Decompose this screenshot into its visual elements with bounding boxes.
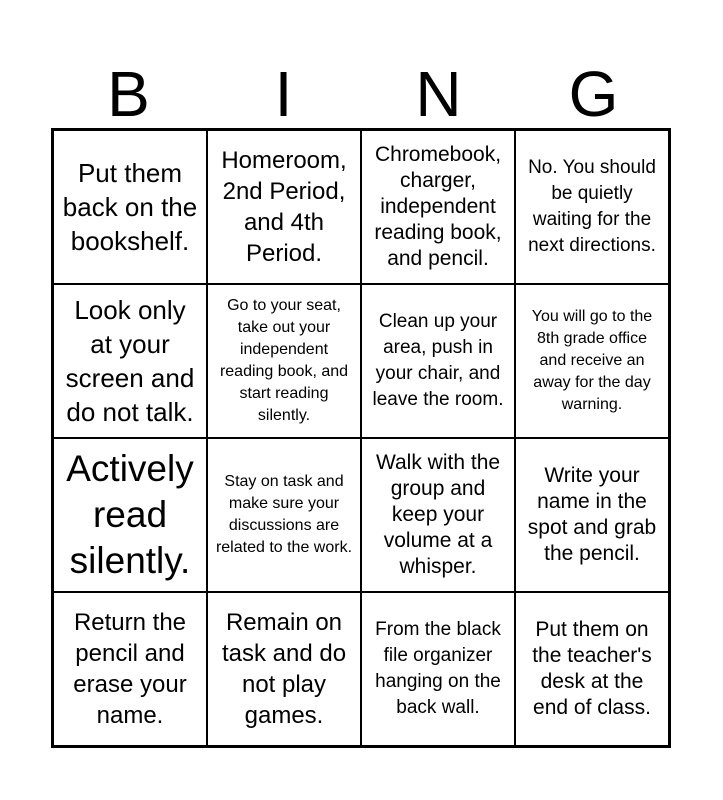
bingo-square-r2-c3[interactable] (361, 284, 515, 438)
square-text: You will go to the 8th grade office and receive an away for the day warning. (531, 308, 653, 413)
bingo-square-r2-c4[interactable] (515, 284, 669, 438)
bingo-square-r1-c2[interactable] (207, 130, 361, 284)
bingo-square-r2-c2[interactable] (207, 284, 361, 438)
square-text: Look only at your screen and do not talk. (65, 295, 195, 427)
square-text: Put them on the teacher's desk at the end of class. (532, 618, 652, 719)
bingo-square-r2-c1[interactable] (53, 284, 207, 438)
bingo-header (51, 52, 671, 128)
square-text: Homeroom, 2nd Period, and 4th Period. (221, 147, 347, 267)
square-text: Go to your seat, take out your independent reading book, and start reading silently. (219, 297, 349, 424)
bingo-square-r4-c2[interactable] (207, 592, 361, 746)
bingo-square-r1-c1[interactable] (53, 130, 207, 284)
square-text: From the black file organizer hanging on the back wall. (375, 619, 501, 718)
square-text: No. You should be quietly waiting for the next directions. (528, 157, 656, 256)
bingo-square-r3-c1[interactable] (53, 438, 207, 592)
bingo-square-r4-c1[interactable] (53, 592, 207, 746)
square-text: Put them back on the bookshelf. (62, 158, 198, 256)
square-text: Return the pencil and erase your name. (73, 609, 187, 729)
bingo-square-r4-c3[interactable] (361, 592, 515, 746)
header-letter-g: G (568, 58, 619, 130)
bingo-square-r3-c2[interactable] (207, 438, 361, 592)
bingo-square-r1-c3[interactable] (361, 130, 515, 284)
header-letter-b: B (107, 58, 150, 130)
header-letter-n: N (415, 58, 462, 130)
square-text: Stay on task and make sure your discussions are related to the work. (215, 473, 353, 556)
bingo-square-r3-c3[interactable] (361, 438, 515, 592)
square-text: Walk with the group and keep your volume at a whisper. (375, 451, 501, 578)
square-text: Actively read silently. (66, 448, 194, 581)
bingo-square-r3-c4[interactable] (515, 438, 669, 592)
bingo-square-r1-c4[interactable] (515, 130, 669, 284)
square-text: Remain on task and do not play games. (221, 609, 347, 729)
square-text: Chromebook, charger, independent reading book, and pencil. (374, 143, 502, 270)
header-letter-i: I (274, 58, 293, 130)
square-text: Write your name in the spot and grab the pencil. (527, 464, 657, 565)
bingo-square-r4-c4[interactable] (515, 592, 669, 746)
bingo-card (51, 128, 671, 748)
square-text: Clean up your area, push in your chair, and leave the room. (372, 311, 504, 410)
